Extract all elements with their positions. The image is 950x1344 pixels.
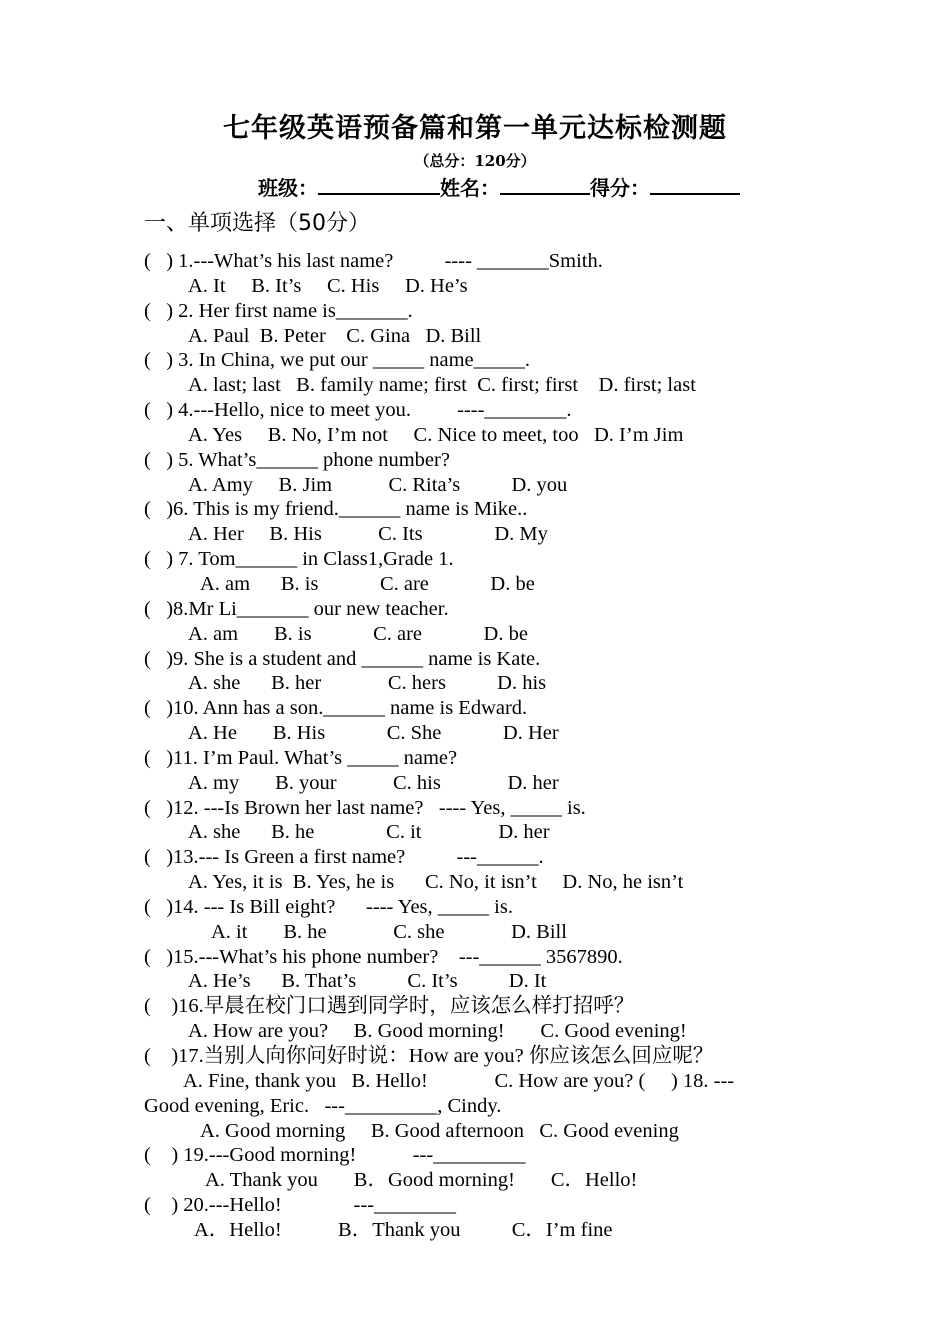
score-label: 得分： xyxy=(590,176,650,200)
section-title: 一、单项选择（50分） xyxy=(144,211,370,236)
question-line: ( )10. Ann has a son.______ name is Edward. xyxy=(144,697,528,720)
question-line: ( )8.Mr Li_______ our new teacher. xyxy=(144,597,449,620)
question-line: ( )12. ---Is Brown her last name? ---- Yes, _____ is. xyxy=(144,796,586,819)
answer-options: A. How are you? B. Good morning! C. Good evening! xyxy=(188,1020,687,1043)
name-blank xyxy=(500,173,590,195)
question-line: ( )17.当别人向你问好时说：How are you? 你应该怎么回应呢？ xyxy=(144,1045,714,1067)
answer-options: A. Yes, it is B. Yes, he is C. No, it isn’t D. No, he isn’t xyxy=(188,871,684,894)
answer-options: A. she B. he C. it D. her xyxy=(188,821,550,844)
question-line: ( )16.早晨在校门口遇到同学时，应该怎么样打招呼？ xyxy=(144,995,635,1018)
answer-options: A．Hello! B．Thank you C．I’m fine xyxy=(194,1218,613,1241)
question-line: ( )9. She is a student and ______ name is Kate. xyxy=(144,647,541,670)
question-line: ( ) 4.---Hello, nice to meet you. ----________. xyxy=(144,399,572,422)
answer-options: A. am B. is C. are D. be xyxy=(188,622,528,645)
question-line: ( )6. This is my friend.______ name is Mike.. xyxy=(144,498,528,521)
question-line: ( ) 3. In China, we put our _____ name_____. xyxy=(144,349,531,372)
name-label: 姓名： xyxy=(440,176,500,200)
class-label: 班级： xyxy=(258,176,318,200)
question-line: ( ) 1.---What’s his last name? ---- _______Smith. xyxy=(144,250,603,272)
answer-options: A. Paul B. Peter C. Gina D. Bill xyxy=(188,324,482,347)
student-info-row xyxy=(258,172,740,201)
answer-options: A. Fine, thank you B. Hello! C. How are you? ( ) 18. --- xyxy=(183,1069,735,1092)
answer-options: A. Amy B. Jim C. Rita’s D. you xyxy=(188,473,568,496)
answer-options: A. Good morning B. Good afternoon C. Good evening xyxy=(200,1119,679,1142)
answer-options: A. my B. your C. his D. her xyxy=(188,771,559,794)
question-line: ( )14. --- Is Bill eight? ---- Yes, _____ is. xyxy=(144,895,513,918)
answer-options: A. He’s B. That’s C. It’s D. It xyxy=(188,970,547,993)
answer-options: A. Thank you B．Good morning! C．Hello! xyxy=(205,1169,638,1192)
question-line: Good evening, Eric. ---_________, Cindy. xyxy=(144,1094,502,1117)
question-line: ( )15.---What’s his phone number? ---______ 3567890. xyxy=(144,945,623,968)
question-line: ( )11. I’m Paul. What’s _____ name? xyxy=(144,746,458,769)
answer-options: A. He B. His C. She D. Her xyxy=(188,722,559,745)
class-blank xyxy=(318,173,440,195)
answer-options: A. last; last B. family name; first C. first; first D. first; last xyxy=(188,374,696,397)
answer-options: A. Yes B. No, I’m not C. Nice to meet, too D. I’m Jim xyxy=(188,423,684,446)
question-line: ( ) 19.---Good morning! ---_________ xyxy=(144,1144,526,1167)
question-line: ( )13.--- Is Green a first name? ---______. xyxy=(144,846,544,869)
answer-options: A. It B. It’s C. His D. He’s xyxy=(188,274,468,297)
total-score-note: （总分：120分） xyxy=(414,152,536,170)
question-line: ( ) 7. Tom______ in Class1,Grade 1. xyxy=(144,548,454,571)
answer-options: A. she B. her C. hers D. his xyxy=(188,672,547,695)
question-line: ( ) 5. What’s______ phone number? xyxy=(144,448,450,471)
answer-options: A. am B. is C. are D. be xyxy=(200,572,535,595)
question-line: ( ) 2. Her first name is_______. xyxy=(144,299,413,322)
exam-title: 七年级英语预备篇和第一单元达标检测题 xyxy=(223,113,727,144)
question-line: ( ) 20.---Hello! ---________ xyxy=(144,1194,456,1217)
answer-options: A. it B. he C. she D. Bill xyxy=(211,920,567,943)
question-list xyxy=(144,249,804,1243)
score-blank xyxy=(650,173,740,195)
answer-options: A. Her B. His C. Its D. My xyxy=(188,523,548,546)
